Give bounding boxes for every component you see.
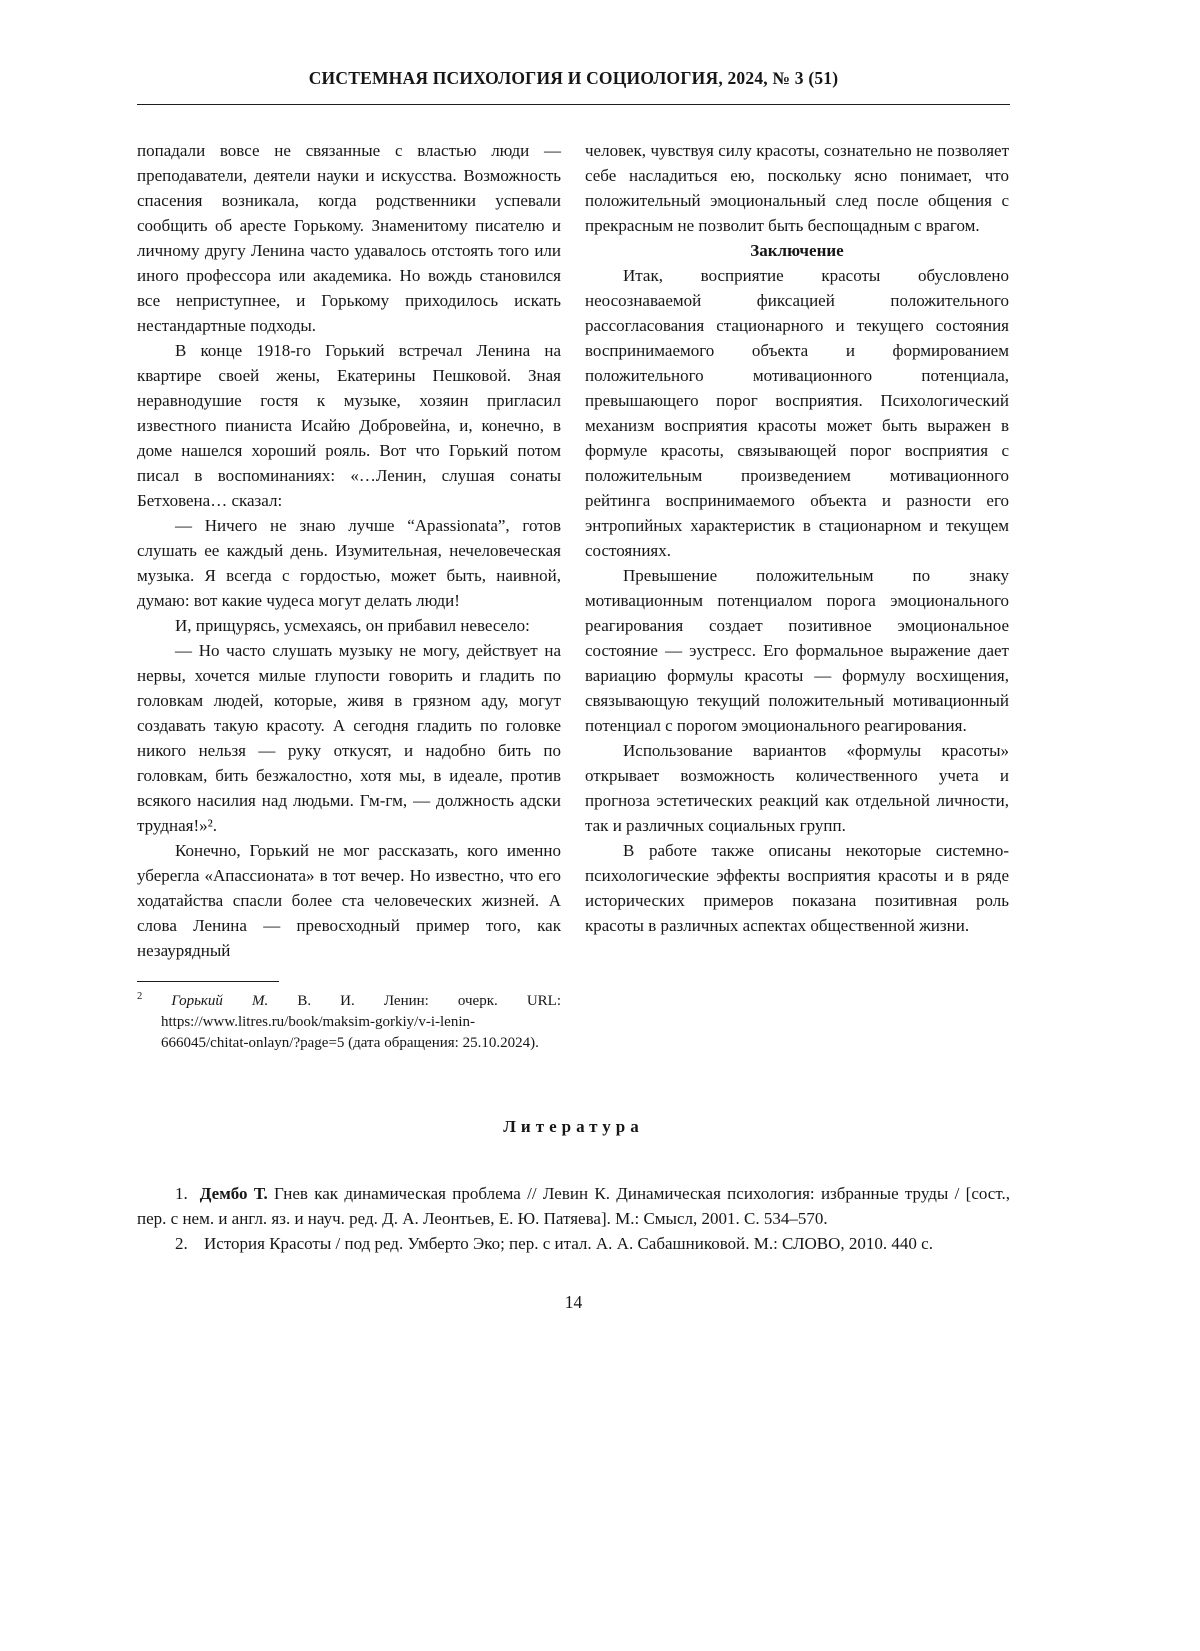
paragraph: Превышение положительным по знаку мотивационным потенциалом порога эмоционального реагирования создает позитивное эмоциональное состояние — эустресс. Его формальное выражение дает вариацию формулы красоты — формулу восхищения, связывающую текущий положительный мотивационный потенциал с порогом эмоционального реагирования.	[585, 566, 1009, 735]
footnote-text	[137, 991, 561, 1054]
footnote	[137, 981, 561, 1054]
reference-number: 2.	[175, 1234, 188, 1253]
paragraph: Использование вариантов «формулы красоты» открывает возможность количественного учета и прогноза эстетических реакций как отдельной личности, так и различных социальных групп.	[585, 741, 1009, 835]
reference-item	[137, 1181, 1010, 1231]
literature-section	[137, 1114, 1010, 1256]
reference-number: 1.	[175, 1184, 188, 1203]
reference-text: История Красоты / под ред. Умберто Эко; пер. с итал. А. А. Сабашниковой. М.: СЛОВО, 2010. 440 с.	[199, 1234, 933, 1253]
paragraph: — Ничего не знаю лучше “Apassionata”, готов слушать ее каждый день. Изумительная, нечеловеческая музыка. Я всегда с гордостью, может быть, наивной, думаю: вот какие чудеса могут делать люди!	[137, 516, 561, 610]
footnote-marker: 2	[137, 991, 143, 1002]
paragraph: В конце 1918-го Горький встречал Ленина на квартире своей жены, Екатерины Пешковой. Зная неравнодушие гостя к музыке, хозяин пригласил известного пианиста Исайю Добровейна, и, конечно, в доме нашелся хороший рояль. Вот что Горький потом писал в воспоминаниях: «…Ленин, слушая сонаты Бетховена… сказал:	[137, 341, 561, 510]
paragraph: Конечно, Горький не мог рассказать, кого именно уберегла «Апассионата» в тот вечер. Но известно, что его ходатайства спасли более ста человеческих жизней. А слова Ленина — превосходный пример того, как незаурядный	[137, 841, 561, 960]
right-column	[585, 138, 1009, 1054]
footnote-author: Горький М.	[171, 993, 269, 1009]
footnote-body: В. И. Ленин: очерк. URL: https://www.litres.ru/book/maksim-gorkiy/v-i-lenin-666045/chitat-onlayn/?page=5 (дата обращения: 25.10.2024).	[161, 993, 561, 1051]
paragraph: — Но часто слушать музыку не могу, действует на нервы, хочется милые глупости говорить и гладить по головкам людей, которые, живя в грязном аду, могут создавать такую красоту. А сегодня гладить по головке никого нельзя — руку откусят, и надобно бить по головкам, бить безжалостно, хотя мы, в идеале, против всякого насилия над людьми. Гм-гм, — должность адски трудная!»².	[137, 641, 561, 835]
paragraph: В работе также описаны некоторые системно-психологические эффекты восприятия красоты и в ряде исторических примеров показана позитивная роль красоты в различных аспектах общественной жизни.	[585, 841, 1009, 935]
paragraph: попадали вовсе не связанные с властью люди — преподаватели, деятели науки и искусства. Возможность спасения возникала, когда родственники успевали сообщить об аресте Горькому. Знаменитому писателю и личному другу Ленина часто удавалось отстоять того или иного профессора или академика. Но вождь становился все неприступнее, и Горькому приходилось искать нестандартные подходы.	[137, 141, 561, 335]
reference-author: Дембо Т.	[199, 1184, 268, 1203]
section-heading-conclusion: Заключение	[750, 241, 844, 260]
page-number: 14	[564, 1292, 583, 1312]
reference-text: Гнев как динамическая проблема // Левин К. Динамическая психология: избранные труды / [сост., пер. с нем. и англ. яз. и науч. ред. Д. А. Леонтьев, Е. Ю. Патяева]. М.: Смысл, 2001. С. 534–570.	[137, 1184, 1010, 1228]
literature-heading: Литература	[503, 1117, 644, 1136]
footnote-rule	[137, 981, 279, 982]
paragraph: И, прищурясь, усмехаясь, он прибавил невесело:	[175, 616, 530, 635]
journal-header: СИСТЕМНАЯ ПСИХОЛОГИЯ И СОЦИОЛОГИЯ, 2024, № 3 (51)	[137, 66, 1010, 105]
reference-item	[137, 1231, 1010, 1256]
left-column	[137, 138, 561, 1054]
paragraph: человек, чувствуя силу красоты, сознательно не позволяет себе насладиться ею, поскольку ясно понимает, что положительный эмоциональный след после общения с прекрасным не позволит быть беспощадным с врагом.	[585, 141, 1009, 235]
two-column-body	[137, 138, 1010, 1054]
paragraph: Итак, восприятие красоты обусловлено неосознаваемой фиксацией положительного рассогласования стационарного и текущего состояния воспринимаемого объекта и формированием положительного мотивационного потенциала, превышающего порог восприятия. Психологический механизм восприятия красоты может быть выражен в формуле красоты, связывающей порог восприятия с положительным произведением мотивационного рейтинга воспринимаемого объекта и разности его энтропийных характеристик в стационарном и текущем состояниях.	[585, 266, 1009, 560]
